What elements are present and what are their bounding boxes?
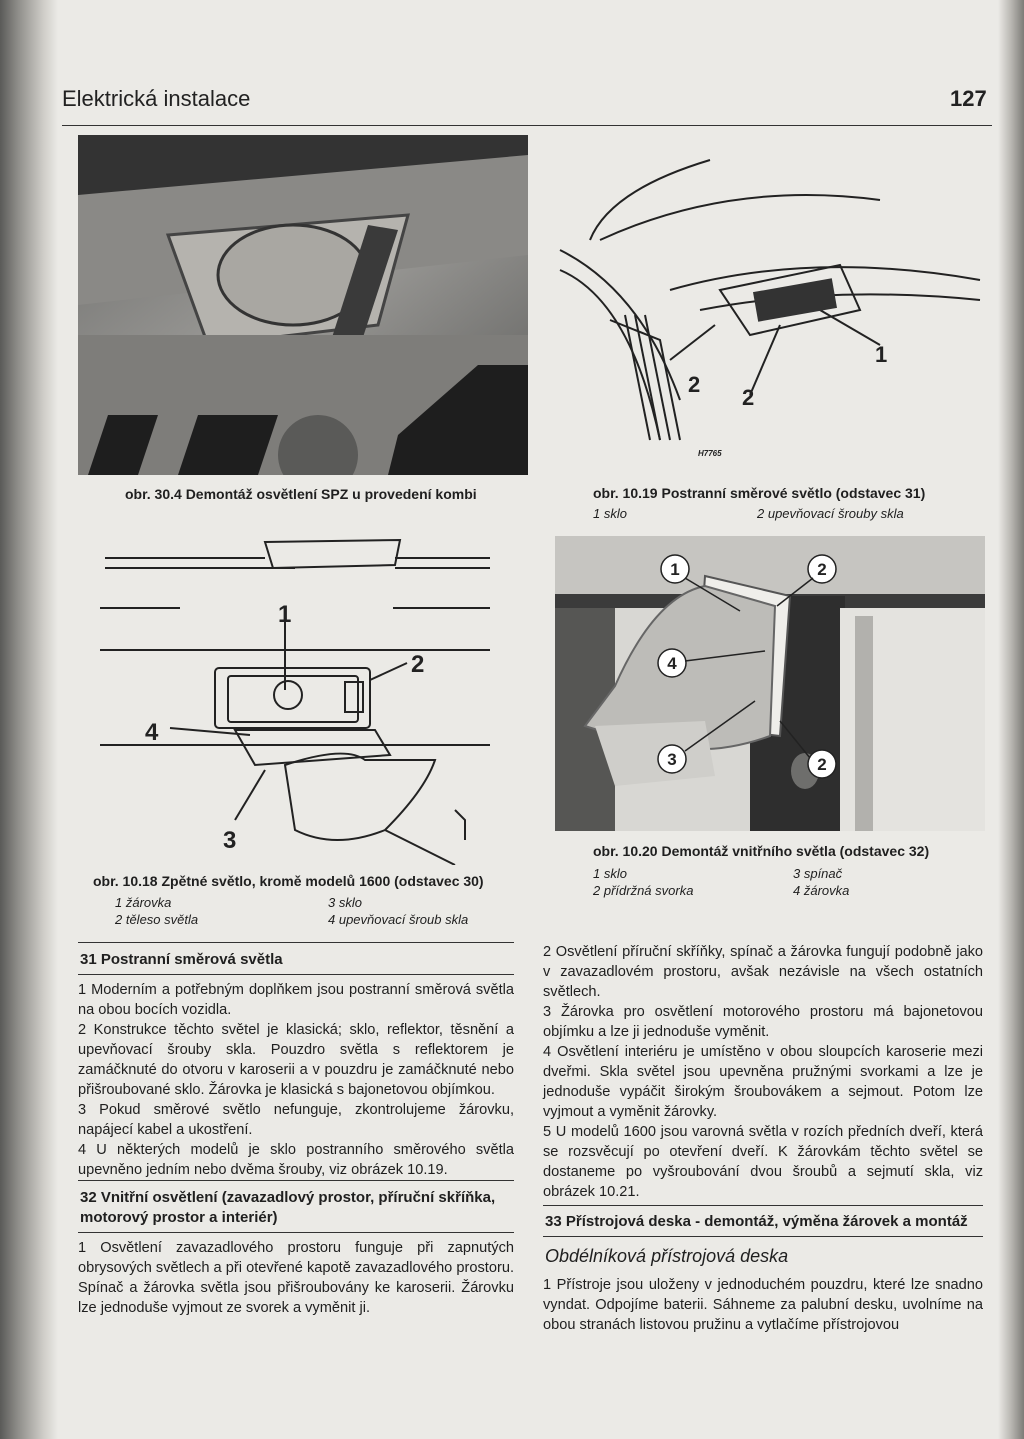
paragraph: 2 Konstrukce těchto světel je klasická; sklo, reflektor, těsnění a upevňovací šrouby skla. Pouzdro světla s reflektorem je zamáčknuté do otvoru v karoserii a v pouzdru je zamáčknuté nebo přišroubované sklo. Žárovka je klasická s bajonetovou objímkou.	[78, 1022, 514, 1098]
section-31-body	[78, 980, 514, 1180]
photo-interior-light	[555, 536, 985, 831]
callout-4: 4	[667, 654, 677, 673]
section-32-body-right	[543, 942, 983, 1202]
section-33-heading: 33 Přístrojová deska - demontáž, výměna žárovek a montáž	[545, 1213, 968, 1230]
section-32-heading: 32 Vnitřní osvětlení (zavazadlový prostor, příruční skříňka, motorový prostor a interiér)	[80, 1189, 496, 1226]
diagram-side-indicator	[550, 140, 990, 470]
page-number: 127	[950, 86, 987, 111]
paragraph: 4 U některých modelů je sklo postranního směrového světla upevněno jedním nebo dvěma šrouby, viz obrázek 10.19.	[78, 1142, 514, 1178]
section-33-subheading: Obdélníková přístrojová deska	[545, 1246, 789, 1266]
section-rule	[543, 1205, 983, 1206]
paragraph: 3 Pokud směrové světlo nefunguje, zkontrolujeme žárovku, napájecí kabel a ukostření.	[78, 1102, 514, 1138]
section-rule	[543, 1236, 983, 1237]
callout-2: 2	[411, 651, 425, 678]
legend-item: 1 sklo	[593, 866, 627, 881]
callout-3: 3	[223, 827, 237, 854]
section-rule	[78, 1180, 514, 1181]
legend-item: 4 žárovka	[793, 883, 850, 898]
paragraph: 1 Přístroje jsou uloženy v jednoduchém pouzdru, které lze snadno vyndat. Odpojíme baterii. Sáhneme za palubní desku, uvolníme na obou stranách listovou pružinu a vytlačíme přístrojovou	[543, 1277, 983, 1333]
legend-item: 2 těleso světla	[115, 912, 199, 927]
legend-item: 4 upevňovací šroub skla	[328, 912, 469, 927]
photo-licence-plate-light	[78, 135, 528, 475]
callout-2a: 2	[817, 560, 827, 579]
callout-1: 1	[670, 560, 680, 579]
legend-item: 1 žárovka	[115, 895, 172, 910]
figure-caption: obr. 30.4 Demontáž osvětlení SPZ u provedení kombi	[125, 486, 477, 502]
callout-4: 4	[145, 719, 159, 746]
paragraph: 3 Žárovka pro osvětlení motorového prostoru má bajonetovou objímku a lze ji jednoduše vyměnit.	[543, 1004, 983, 1040]
section-rule	[78, 1232, 514, 1233]
running-title: Elektrická instalace	[62, 86, 251, 111]
callout-2a: 2	[688, 372, 701, 397]
legend-item: 2 přídržná svorka	[593, 883, 694, 898]
callout-1: 1	[875, 342, 888, 367]
section-rule	[78, 974, 514, 975]
drawing-code: H7765	[698, 449, 722, 458]
callout-3: 3	[667, 750, 677, 769]
page-binding-shadow	[0, 0, 58, 1439]
section-33-body	[543, 1275, 983, 1335]
paragraph: 4 Osvětlení interiéru je umístěno v obou sloupcích karoserie mezi dveřmi. Skla světel jsou upevněna pružnými svorkami a lze je jednoduše vypáčit širokým šroubovákem a sejmout. Potom lze vyjmout a vyměnit žárovky.	[543, 1044, 983, 1120]
legend-item: 3 spínač	[793, 866, 843, 881]
callout-2b: 2	[742, 385, 755, 410]
diagram-rear-light	[95, 530, 505, 865]
paragraph: 2 Osvětlení příruční skříňky, spínač a žárovka fungují podobně jako v zavazadlovém prostoru, avšak nezávisle na všech ostatních světlech.	[543, 944, 983, 1000]
section-rule	[78, 942, 514, 943]
paragraph: 5 U modelů 1600 jsou varovná světla v rozích předních dveří, která se rozsvěcují po otevření dveří. K žárovkám těchto světel se dostaneme po vyšroubování dvou šroubů a sejmutí skla, viz obrázek 10.21.	[543, 1124, 983, 1200]
page-edge-shadow	[998, 0, 1024, 1439]
paragraph: 1 Osvětlení zavazadlového prostoru funguje při zapnutých obrysových světlech a při otevřené kapotě zavazadlového prostoru. Spínač a žárovka světla jsou přišroubovány ke karoserii. Žárovku lze jednoduše vyjmout ze svorek a vyměnit ji.	[78, 1240, 514, 1316]
section-31-heading: 31 Postranní směrová světla	[80, 951, 283, 968]
paragraph: 1 Moderním a potřebným doplňkem jsou postranní směrová světla na obou bocích vozidla.	[78, 982, 514, 1018]
figure-caption: obr. 10.20 Demontáž vnitřního světla (odstavec 32)	[593, 843, 930, 859]
callout-1: 1	[278, 601, 292, 628]
header-rule	[62, 125, 992, 126]
callout-2b: 2	[817, 755, 827, 774]
figure-caption: obr. 10.19 Postranní směrové světlo (odstavec 31)	[593, 485, 926, 501]
legend-item: 2 upevňovací šrouby skla	[757, 506, 904, 521]
section-32-body-left	[78, 1238, 514, 1318]
legend-item: 3 sklo	[328, 895, 362, 910]
figure-caption: obr. 10.18 Zpětné světlo, kromě modelů 1600 (odstavec 30)	[93, 873, 484, 889]
legend-item: 1 sklo	[593, 506, 627, 521]
